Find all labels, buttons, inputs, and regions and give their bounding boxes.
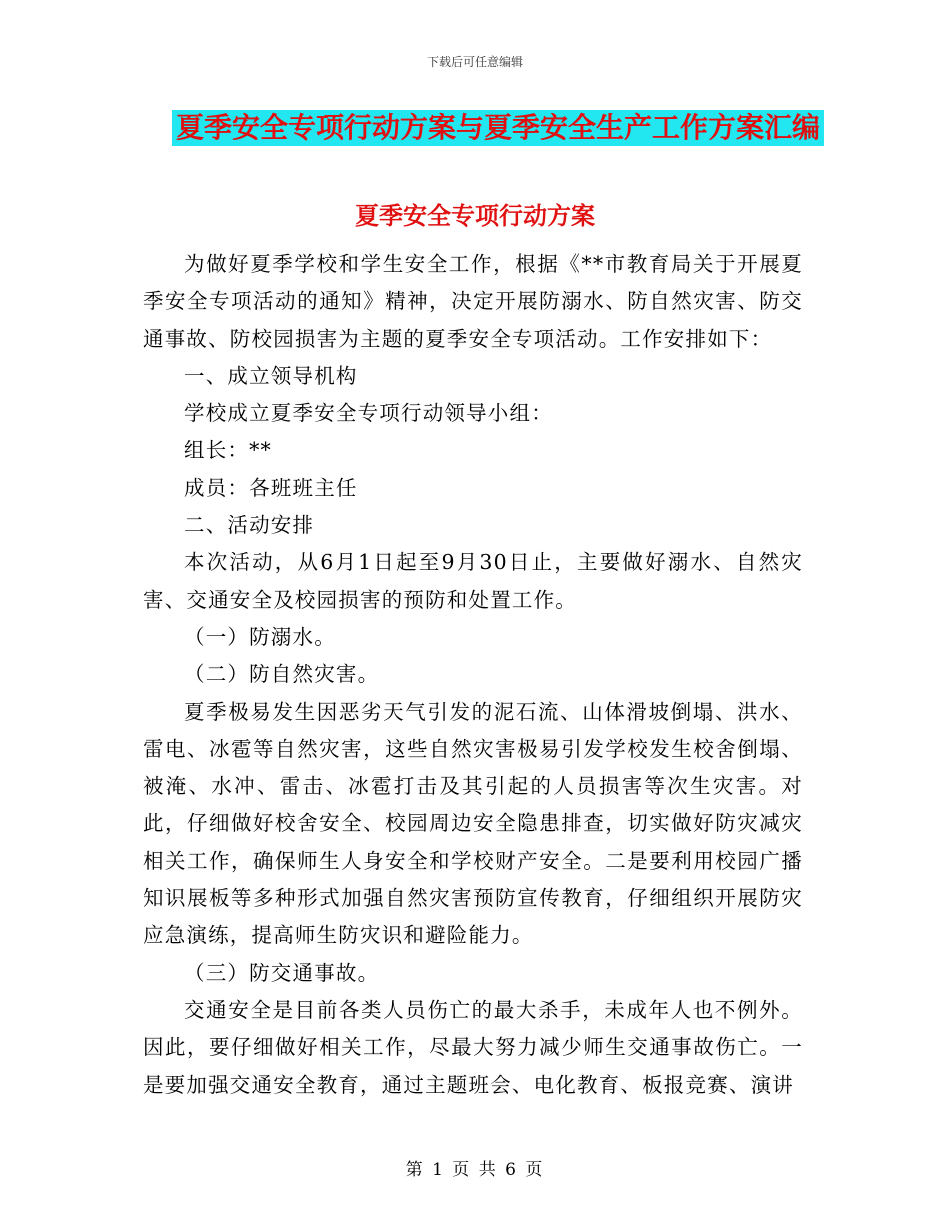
main-title-container bbox=[0, 110, 950, 146]
paragraph-activity-period: 本次活动，从6月1日起至9月30日止，主要做好溺水、自然灾害、交通安全及校园损害的预防和处置工作。 bbox=[143, 550, 803, 612]
paragraph-traffic-safety: 交通安全是目前各类人员伤亡的最大杀手，未成年人也不例外。因此，要仔细做好相关工作，尽最大努力减少师生交通事故伤亡。一是要加强交通安全教育，通过主题班会、电化教育、板报竞赛、演讲 bbox=[143, 997, 803, 1097]
main-title: 夏季安全专项行动方案与夏季安全生产工作方案汇编 bbox=[172, 110, 824, 146]
item-natural-disaster: （二）防自然灾害。 bbox=[184, 662, 380, 687]
heading-activity-arrangement: 二、活动安排 bbox=[184, 513, 315, 538]
paragraph-leadership-group: 学校成立夏季安全专项行动领导小组： bbox=[184, 401, 553, 426]
heading-leadership: 一、成立领导机构 bbox=[184, 363, 358, 388]
section-title: 夏季安全专项行动方案 bbox=[355, 202, 595, 230]
header-note: 下载后可任意编辑 bbox=[426, 55, 523, 69]
document-body bbox=[143, 246, 803, 1104]
paragraph-members: 成员：各班班主任 bbox=[184, 475, 358, 500]
paragraph-intro: 为做好夏季学校和学生安全工作，根据《**市教育局关于开展夏季安全专项活动的通知》精神，决定开展防溺水、防自然灾害、防交通事故、防校园损害为主题的夏季安全专项活动。工作安排如下： bbox=[143, 252, 803, 351]
page-footer: 第 1 页 共 6 页 bbox=[405, 1160, 545, 1180]
paragraph-natural-disaster: 夏季极易发生因恶劣天气引发的泥石流、山体滑坡倒塌、洪水、雷电、冰雹等自然灾害，这些自然灾害极易引发学校发生校舍倒塌、被淹、水冲、雷击、冰雹打击及其引起的人员损害等次生灾害。对此，仔细做好校舍安全、校园周边安全隐患排查，切实做好防灾减灾相关工作，确保师生人身安全和学校财产安全。二是要利用校园广播知识展板等多种形式加强自然灾害预防宣传教育，仔细组织开展防灾应急演练，提高师生防灾识和避险能力。 bbox=[143, 699, 803, 948]
item-traffic-accident: （三）防交通事故。 bbox=[184, 960, 380, 985]
item-anti-drowning: （一）防溺水。 bbox=[184, 624, 336, 649]
paragraph-group-leader: 组长：** bbox=[184, 438, 272, 463]
